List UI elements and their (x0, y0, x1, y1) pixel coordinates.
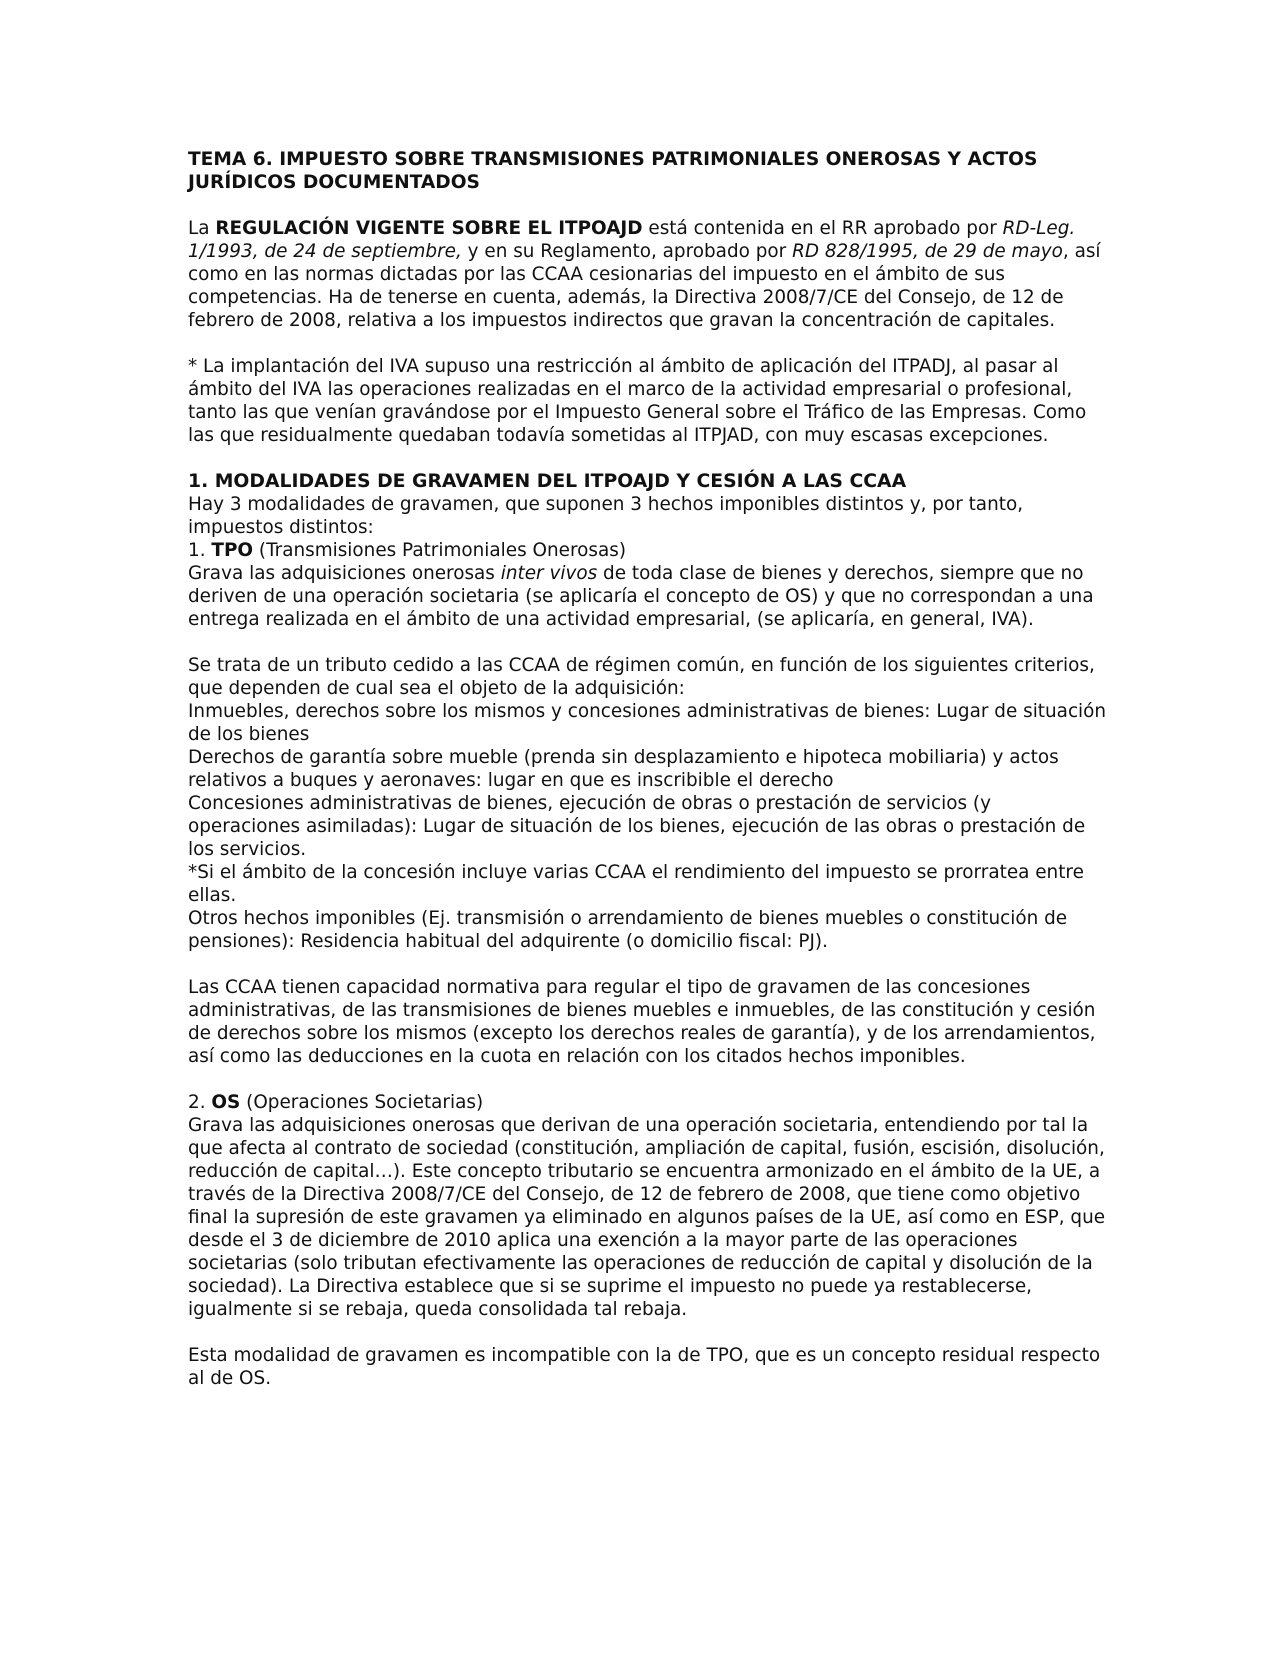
iva-note-paragraph: * La implantación del IVA supuso una restricción al ámbito de aplicación del ITPADJ, al pasar al ámbito del IVA las operaciones realizadas en el marco de la actividad empresarial o profesional, tanto las que venían gravándose por el Impuesto General sobre el Tráfico de las Empresas. Como las que residualmente quedaban todavía sometidas al ITPJAD, con muy escasas excepciones. (188, 356, 1087, 446)
intro-regulation-reference: RD 828/1995, de 29 de mayo (792, 241, 1063, 262)
intro-law-reference: RD-Leg. 1/1993, de 24 de septiembre, (188, 218, 1076, 262)
tpo-label: TPO (211, 540, 254, 561)
intro-paragraph (188, 217, 1108, 332)
os-definition: Grava las adquisiciones onerosas que derivan de una operación societaria, entendiendo por tal la que afecta al contrato de sociedad (constitución, ampliación de capital, fusión, escisión, disolución, reducción de capital…). Este concepto tributario se encuentra armonizado en el ámbito de la UE, a través de la Directiva 2008/7/CE del Consejo, de 12 de febrero de 2008, que tiene como objetivo final la supresión de este gravamen ya eliminado en algunos países de la UE, así como en ESP, que desde el 3 de diciembre de 2010 aplica una exención a la mayor parte de las operaciones societarias (solo tributan efectivamente las operaciones de reducción de capital y disolución de la sociedad). La Directiva establece que si se suprime el impuesto no puede ya restablecerse, igualmente si se rebaja, queda consolidada tal rebaja. (188, 1115, 1106, 1320)
spacer (188, 447, 1108, 470)
spacer (188, 194, 1108, 217)
cesion-paragraph: Se trata de un tributo cedido a las CCAA de régimen común, en función de los siguientes criterios, que dependen de cual sea el objeto de la adquisición: (188, 655, 1095, 699)
tpo-description: (Transmisiones Patrimoniales Onerosas) (253, 540, 626, 561)
criterion-1: Inmuebles, derechos sobre los mismos y concesiones administrativas de bienes: Lugar de situación de los bienes (188, 701, 1107, 745)
intro-text-b: está contenida en el RR aprobado por (642, 218, 1003, 239)
spacer (188, 1321, 1108, 1344)
intro-text-c: y en su Reglamento, aprobado por (461, 241, 793, 262)
tpo-definition (188, 562, 1108, 631)
criterion-2: Derechos de garantía sobre mueble (prenda sin desplazamiento e hipoteca mobiliaria) y actos relativos a buques y aeronaves: lugar en que es inscribible el derecho (188, 747, 1059, 791)
spacer (188, 1068, 1108, 1091)
title-line-2: JURÍDICOS DOCUMENTADOS (188, 172, 480, 193)
os-number: 2. (188, 1092, 212, 1113)
spacer (188, 332, 1108, 355)
os-label: OS (211, 1092, 241, 1113)
intro-text-d: , así como en las normas dictadas por las CCAA cesionarias del impuesto en el ámbito de sus competencias. Ha de tenerse en cuenta, además, la Directiva 2008/7/CE del Consejo, de 12 de febrero de 2008, relativa a los impuestos indirectos que gravan la concentración de capitales. (188, 241, 1101, 331)
intro-text-a: La (188, 218, 216, 239)
document-title (188, 148, 1108, 194)
tpo-heading (188, 539, 1108, 562)
os-incompatibility: Esta modalidad de gravamen es incompatible con la de TPO, que es un concepto residual respecto al de OS. (188, 1345, 1101, 1389)
criterion-3: Concesiones administrativas de bienes, ejecución de obras o prestación de servicios (y operaciones asimiladas): Lugar de situación de los bienes, ejecución de las obras o prestación de los servicios. (188, 793, 1086, 860)
tpo-def-text-b: de toda clase de bienes y derechos, siempre que no deriven de una operación societaria (se aplicaría el concepto de OS) y que no correspondan a una entrega realizada en el ámbito de una actividad empresarial, (se aplicaría, en general, IVA). (188, 563, 1094, 630)
criterion-3-note: *Si el ámbito de la concesión incluye varias CCAA el rendimiento del impuesto se prorratea entre ellas. (188, 862, 1084, 906)
os-heading (188, 1091, 1108, 1114)
spacer (188, 953, 1108, 976)
title-line-1: TEMA 6. IMPUESTO SOBRE TRANSMISIONES PATRIMONIALES ONEROSAS Y ACTOS (188, 149, 1038, 170)
tpo-number: 1. (188, 540, 212, 561)
os-description: (Operaciones Societarias) (240, 1092, 484, 1113)
document-page (188, 148, 1108, 1390)
normativa-paragraph: Las CCAA tienen capacidad normativa para regular el tipo de gravamen de las concesiones administrativas, de las transmisiones de bienes muebles e inmuebles, de las constitución y cesión de derechos sobre los mismos (excepto los derechos reales de garantía), y de los arrendamientos, así como las deducciones en la cuota en relación con los citados hechos imponibles. (188, 977, 1096, 1067)
intro-bold-term: REGULACIÓN VIGENTE SOBRE EL ITPOAJD (215, 218, 643, 239)
section-heading: 1. MODALIDADES DE GRAVAMEN DEL ITPOAJD Y CESIÓN A LAS CCAA (188, 471, 907, 492)
tpo-def-italic: inter vivos (500, 563, 598, 584)
section-intro: Hay 3 modalidades de gravamen, que suponen 3 hechos imponibles distintos y, por tanto, impuestos distintos: (188, 494, 1024, 538)
spacer (188, 631, 1108, 654)
criterion-4: Otros hechos imponibles (Ej. transmisión o arrendamiento de bienes muebles o constitución de pensiones): Residencia habitual del adquirente (o domicilio fiscal: PJ). (188, 908, 1068, 952)
tpo-def-text-a: Grava las adquisiciones onerosas (188, 563, 501, 584)
